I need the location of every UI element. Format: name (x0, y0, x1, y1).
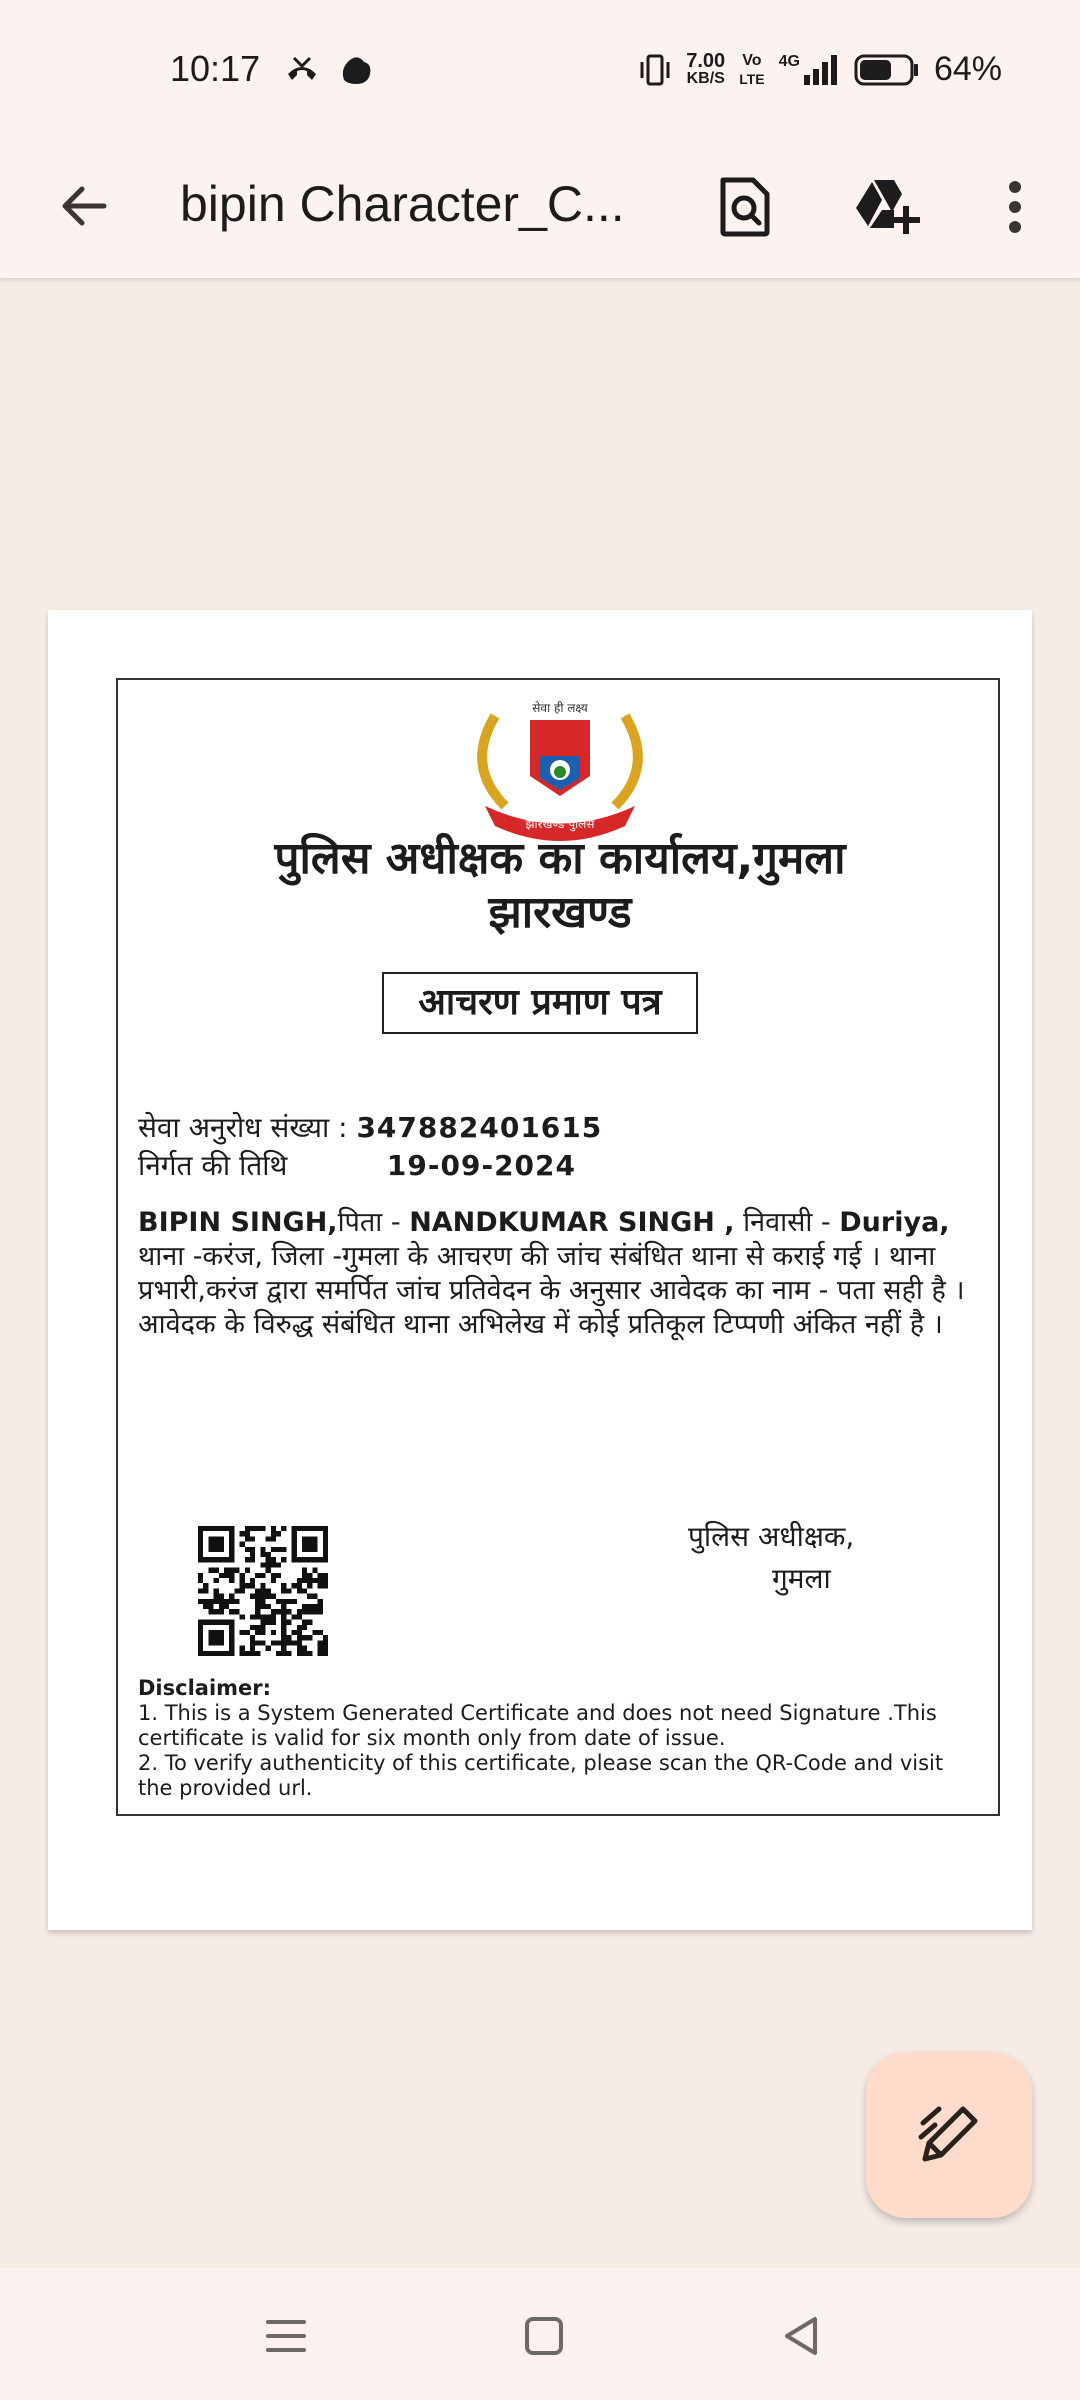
svg-text:सेवा ही लक्ष्य: सेवा ही लक्ष्य (532, 701, 588, 715)
request-number-row (138, 1108, 602, 1146)
office-title: पुलिस अधीक्षक का कार्यालय,गुमला झारखण्ड (274, 833, 846, 938)
edit-annotate-icon (917, 2103, 981, 2167)
svg-text:झारखण्ड पुलिस: झारखण्ड पुलिस (525, 817, 595, 831)
village-name: Duriya, (839, 1207, 950, 1238)
signatory-title: पुलिस अधीक्षक, (688, 1520, 855, 1553)
nav-back-button[interactable] (772, 2306, 832, 2366)
battery-fill (860, 60, 891, 80)
home-button[interactable] (514, 2306, 574, 2366)
recent-apps-button[interactable] (256, 2306, 316, 2366)
certificate-body-text: थाना -करंज, जिला -गुमला के आचरण की जांच संबंधित थाना से कराई गई । थाना प्रभारी,करंज द्वारा समर्पित जांच प्रतिवेदन के अनुसार आवेदक का नाम - पता सही है । आवेदक के विरुद्ध संबंधित थाना अभिलेख में कोई प्रतिकूल टिप्पणी अंकित नहीं है । (138, 1241, 965, 1340)
nav-back-icon (781, 2315, 823, 2357)
system-navigation-bar (0, 2268, 1080, 2400)
pdf-page[interactable] (48, 610, 1032, 1930)
certificate-title: आचरण प्रमाण पत्र (382, 972, 698, 1034)
find-in-document-icon (717, 176, 773, 238)
jharkhand-police-emblem (445, 696, 675, 846)
signal-bars-icon (802, 53, 840, 87)
status-time: 10:17 (170, 48, 261, 89)
battery-icon (854, 53, 920, 87)
home-icon (523, 2315, 565, 2357)
find-in-document-button[interactable] (700, 162, 790, 252)
add-to-drive-icon (852, 176, 922, 238)
applicant-name: BIPIN SINGH, (138, 1207, 338, 1238)
back-button[interactable] (50, 166, 120, 246)
certificate-frame (116, 678, 1000, 1816)
signal-strength (779, 53, 840, 87)
request-number-value: 347882401615 (356, 1111, 603, 1144)
recent-apps-icon (264, 2316, 308, 2356)
issue-date-value: 19-09-2024 (386, 1149, 577, 1182)
signatory (688, 1516, 908, 1600)
status-bar (0, 0, 1080, 140)
missed-call-icon (282, 50, 322, 90)
annotate-fab[interactable] (866, 2052, 1032, 2218)
resident-label: निवासी - (734, 1207, 831, 1238)
issue-date-label: निर्गत की तिथि (138, 1149, 288, 1182)
issue-date-row (138, 1146, 576, 1184)
disclaimer (138, 1676, 983, 1801)
father-label: पिता - (337, 1207, 410, 1238)
vibrate-icon (638, 52, 672, 88)
app-bar (0, 140, 1080, 278)
notification-app-icon (336, 50, 376, 90)
disclaimer-heading: Disclaimer: (138, 1676, 272, 1700)
volte-indicator: Vo LTE (739, 51, 765, 87)
battery-percent: 64% (933, 50, 1002, 88)
add-to-drive-button[interactable] (842, 162, 932, 252)
certificate-body (138, 1206, 983, 1342)
father-name: NANDKUMAR SINGH , (409, 1207, 735, 1238)
request-number-label: सेवा अनुरोध संख्या : (138, 1111, 348, 1144)
signatory-place: गुमला (772, 1562, 831, 1595)
network-type: 4G (778, 52, 800, 70)
more-options-button[interactable] (970, 162, 1060, 252)
more-vert-icon (1005, 179, 1025, 235)
qr-code (198, 1526, 328, 1656)
disclaimer-item-2: 2. To verify authenticity of this certificate, please scan the QR-Code and visit the provided url. (138, 1751, 944, 1800)
status-right-group (638, 50, 1002, 89)
document-title: bipin Character_C... (180, 176, 625, 232)
arrow-back-icon (58, 179, 112, 233)
network-speed: 7.00 KB/S (686, 49, 726, 87)
disclaimer-item-1: 1. This is a System Generated Certificate and does not need Signature .This certificate is valid for six month only from date of issue. (138, 1701, 937, 1750)
